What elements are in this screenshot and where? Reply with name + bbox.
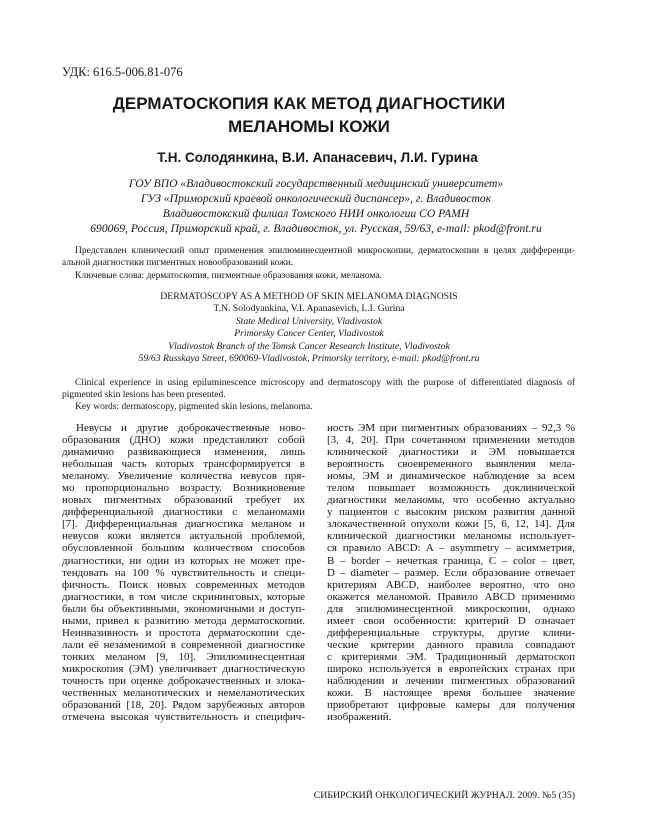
body-line: злокачественной опухоли кожи [5, 6, 12, 14]. Для <box>327 518 575 531</box>
english-title: DERMATOSCOPY AS A METHOD OF SKIN MELANOMA DIAGNOSIS <box>160 291 458 302</box>
english-affiliation-line: State Medical University, Vladivostok <box>235 315 383 327</box>
body-line: Невусы и другие доброкачественные ново- <box>76 422 305 434</box>
body-line: ческие критерии данного правила совпадают <box>327 638 575 651</box>
body-line: критериям ABCD, наиболее вероятно, что оно <box>327 578 575 591</box>
abstract-ru-line: альной диагностики пигментных новообразований кожи. <box>62 258 294 269</box>
body-line: дифференциальной диагностики с меланомами <box>62 506 305 519</box>
article-title <box>0 92 618 138</box>
journal-footer: СИБИРСКИЙ ОНКОЛОГИЧЕСКИЙ ЖУРНАЛ. 2009. №5 (35) <box>313 790 575 801</box>
body-line: для эпилюминесцентной микроскопии, однако <box>327 602 575 615</box>
body-line: ность ЭМ при пигментных образованиях – 92,3 % <box>327 422 575 434</box>
abstract-ru-line: Представлен клинический опыт применения эпилюминесцентной микроскопии, дерматоскопии в целях дифференци- <box>75 246 575 256</box>
body-line: клинической диагностики меланомы использует- <box>327 530 575 543</box>
body-line: были бы объективными, экономичными и доступ- <box>62 602 305 615</box>
body-line: D – diameter – размер. Если образование отвечает <box>327 566 575 579</box>
body-line: B – border – нечеткая граница, C – color – цвет, <box>327 554 575 567</box>
body-line: лали её незаменимой в современной диагностике <box>62 638 305 651</box>
body-line: невусов кожи является актуальной проблемой, <box>62 530 305 543</box>
affiliation-address: 690069, Россия, Приморский край, г. Владивосток, ул. Русская, 59/63, e-mail: pkod@front.ru <box>90 222 542 235</box>
article-title-line: МЕЛАНОМЫ КОЖИ <box>228 117 390 136</box>
body-line: отмечена высокая чувствительность и специфич- <box>62 711 305 724</box>
body-line: [7]. Дифференциальная диагностика меланом и <box>62 518 305 531</box>
body-line: [3, 4, 20]. При сочетанном применении методов <box>327 434 575 447</box>
english-authors: T.N. Solodyankina, V.I. Apanasevich, L.I. Gurina <box>213 303 405 315</box>
body-line: новых пигментных образований требует их <box>62 494 305 507</box>
body-line: динамично развивающиеся изменения, лишь <box>62 446 305 459</box>
keywords-en: Key words: dermatoscopy, pigmented skin lesions, melanoma. <box>75 402 313 413</box>
body-line: обусловленной большим количеством способов <box>62 542 305 555</box>
body-line: тендовать на 100 % чувствительность и специ- <box>62 566 305 579</box>
affiliations <box>0 176 632 236</box>
body-line: ся правило ABCD: A – asymmetry – асимметрия, <box>327 542 575 555</box>
english-affiliation-address: 59/63 Russkaya Street, 690069-Vladivostok, Primorsky territory, e-mail: pkod@front.ru <box>138 352 480 364</box>
body-line: с критериями ЭМ. Традиционный дерматоскоп <box>327 650 575 663</box>
body-line: тонких меланом [9, 10]. Эпилюминесцентная <box>62 650 305 663</box>
keywords-ru: Ключевые слова: дерматоскопия, пигментные образования кожи, меланома. <box>75 270 382 281</box>
english-header <box>0 291 618 365</box>
authors: Т.Н. Солодянкина, В.И. Апанасевич, Л.И. Гурина <box>157 150 478 165</box>
body-line: образования (ДНО) кожи представляют собой <box>62 434 305 447</box>
body-line: меланому. Увеличение количества невусов пря- <box>62 470 305 483</box>
body-line: диагностики, ни один из которых не может пре- <box>62 554 305 567</box>
body-line: клинической диагностики и ЭМ повышается <box>327 446 575 459</box>
body-line: у пациентов с высоким риском развития данной <box>327 506 575 519</box>
body-line: вероятность своевременного выявления мела- <box>327 458 575 471</box>
body-line: изображений. <box>327 711 392 724</box>
body-line: приобретают цифровые камеры для получения <box>327 699 575 712</box>
abstract-ru <box>62 245 575 282</box>
body-line: ными, привел к развитию метода дерматоскопии. <box>62 614 305 627</box>
body-line: наблюдении и лечении пигментных образований <box>327 674 575 687</box>
body-line: диагностики, в том числе скрининговых, которые <box>62 590 305 603</box>
body-line: фичность. Поиск новых современных методов <box>62 578 305 591</box>
body-line: небольшая часть которых трансформируется в <box>62 458 305 471</box>
article-title-line: ДЕРМАТОСКОПИЯ КАК МЕТОД ДИАГНОСТИКИ <box>112 94 506 113</box>
body-line: телом повышает возможность доклинической <box>327 482 575 495</box>
body-line: кожи. В настоящее время большее значение <box>327 687 575 700</box>
body-line: номы, ЭМ и динамическое наблюдение за всем <box>327 470 575 483</box>
body-line: чественных меланотических и немеланотических <box>62 687 305 700</box>
body-line: диагностики меланомы, что особенно актуально <box>327 494 575 507</box>
body-line: точность при оценке доброкачественных и злока- <box>62 674 305 687</box>
body-column-right <box>327 422 575 723</box>
affiliation-line: ГОУ ВПО «Владивостокский государственный медицинский университет» <box>128 177 504 190</box>
abstract-en-line: pigmented skin lesions has been presented. <box>62 390 226 401</box>
body-line: микроскопия (ЭМ) увеличивает диагностическую <box>62 662 305 675</box>
english-affiliation-line: Primorsky Cancer Center, Vladivostok <box>234 328 384 340</box>
body-line: окажется меланомой. Правило ABCD применимо <box>327 590 575 603</box>
affiliation-line: ГУЗ «Приморский краевой онкологический диспансер», г. Владивосток <box>140 192 492 205</box>
affiliation-line: Владивостокский филиал Томского НИИ онкологии СО РАМН <box>162 207 470 220</box>
body-line: образований [18, 20]. Рядом зарубежных авторов <box>62 699 305 712</box>
body-line: широко используется в европейских странах при <box>327 662 575 675</box>
body-line: мо пропорционально возрасту. Возникновение <box>62 482 305 495</box>
body-line: имеет свои особенности: критерий D означает <box>327 614 575 627</box>
abstract-en <box>62 377 575 413</box>
body-line: дифференциальные структуры, другие клини- <box>327 626 575 639</box>
body-column-left <box>62 422 305 723</box>
body-line: Неинвазивность и простота дерматоскопии сде- <box>62 626 305 639</box>
udc-code: УДК: 616.5-006.81-076 <box>62 65 183 79</box>
abstract-en-line: Clinical experience in using epiluminescence microscopy and dermatoscopy with the purpose of differentiated diagnosis of <box>75 378 575 388</box>
english-affiliation-line: Vladivostok Branch of the Tomsk Cancer Research Institute, Vladivostok <box>168 340 450 352</box>
